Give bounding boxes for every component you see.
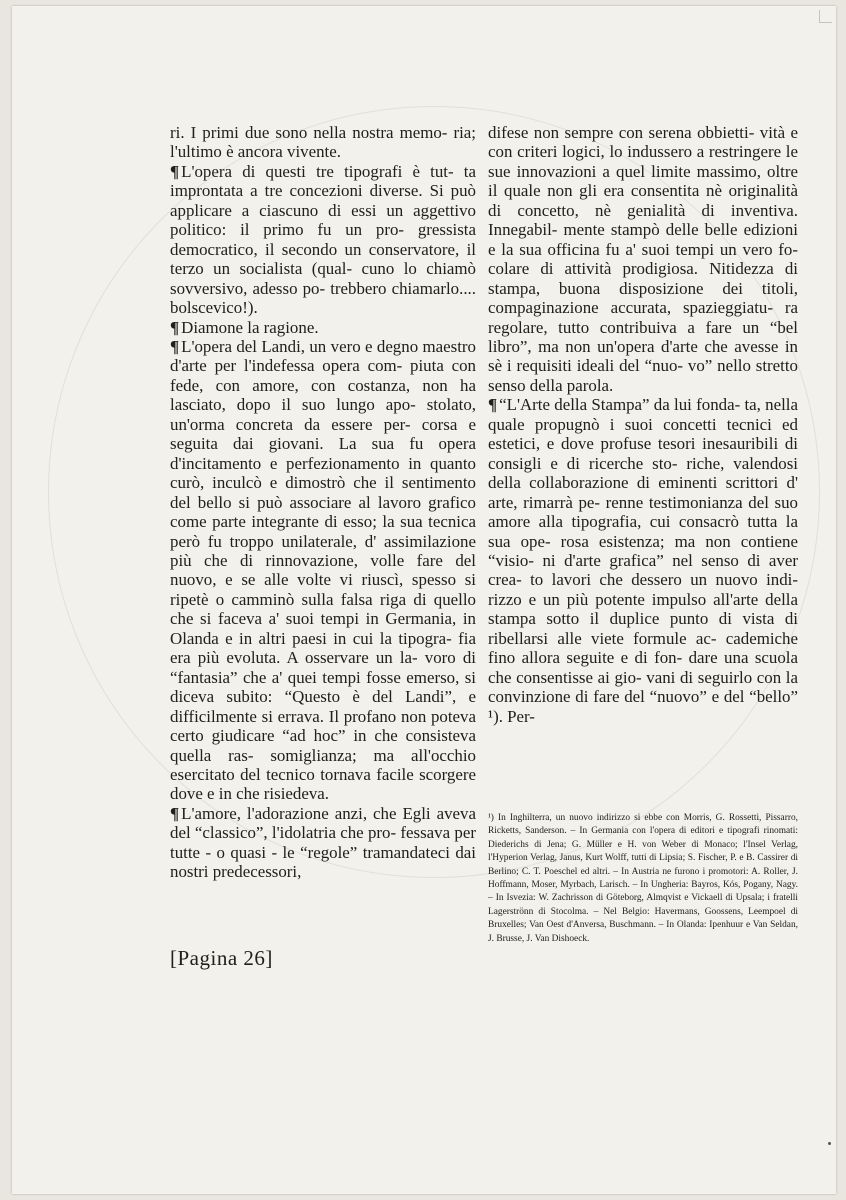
- right-text-column: [488, 123, 798, 726]
- book-page: [12, 6, 836, 1194]
- pilcrow-mark: ¶: [170, 161, 180, 181]
- footnote: ¹) In Inghilterra, un nuovo indirizzo si ebbe con Morris, G. Rossetti, Pissarro, Ricketts, Sanderson. – In Germania con l'opera di editori e tipografi rinomati: Diederichs di Jena; G. Müller e H. von Weber di Monaco; l'Insel Verlag, l'Hyperion Verlag, Janus, Kurt Wolff, tutti di Lipsia; S. Fischer, P. e B. Cassirer di Berlino; C. T. Poeschel ed altri. – In Austria ne furono i promotori: A. Roller, J. Hoffmann, Moser, Myrbach, Larisch. – In Ungheria: Bayros, Kós, Pogany, Nagy. – In Isvezia: W. Zachrisson di Göteborg, Almqvist e Vickaell di Upsala; i fratelli Lagerströnn di Stocolma. – Nel Belgio: Havermans, Goossens, Leempoel di Bruxelles; Van Oest d'Anversa, Buschmann. – In Olanda: Ipenhuur e Van Seldan, J. Brusse, J. Van Dishoeck.: [488, 813, 798, 944]
- paragraph: [170, 337, 476, 804]
- page-corner-mark: [819, 10, 832, 23]
- paragraph-text: L'amore, l'adorazione anzi, che Egli aveva del “classico”, l'idolatria che pro- fessava per tutte - o quasi - le “regole” tramandateci dai nostri predecessori,: [170, 803, 476, 882]
- paragraph: [170, 162, 476, 318]
- paragraph: ri. I primi due sono nella nostra memo- ria; l'ultimo è ancora vivente.: [170, 123, 476, 162]
- paragraph-text: Diamone la ragione.: [181, 317, 319, 337]
- paragraph: [170, 804, 476, 882]
- pilcrow-mark: ¶: [488, 395, 498, 415]
- pilcrow-mark: ¶: [170, 336, 180, 356]
- paragraph: [170, 318, 476, 337]
- page-number: [Pagina 26]: [170, 946, 273, 970]
- paragraph-text: “L'Arte della Stampa” da lui fonda- ta, nella quale propugnò i suoi concetti tecnici ed estetici, e dove profuse tesori inesauribili di consigli e di ricerche sto- riche, valendosi della collaborazione di eminenti scrittori d' arte, rimarrà pe- renne testimonianza del suo amore alla tipografia, cui consacrò tutta la sua ope- rosa esistenza; ma non contiene “visio- ni d'arte grafica” nel senso di aver crea- to lavori che dessero un nuovo indi- rizzo e un più potente impulso all'arte della stampa sotto il duplice punto di vista di ribellarsi alle viete formule ac- cademiche fino allora seguite e di fon- dare una scuola che consentisse ai gio- vani di seguirlo con la convinzione di fare del “nuovo” e del “bello” ¹). Per-: [488, 395, 798, 726]
- paragraph-text: L'opera del Landi, un vero e degno maestro d'arte per l'indefessa opera com- piuta con fede, con amore, con costanza, non ha lasciato, dopo il suo lungo apo- stolato, un'orma concreta da essere per- corsa e seguita dai giovani. La sua fu opera d'incitamento e perfezionamento in quanto curò, inculcò e dimostrò che il sentimento del bello si può associare al lavoro grafico come parte integrante di esso; la sua tecnica però fu troppo unilaterale, d' assimilazione più che di rinnovazione, volle fare del nuovo, e se alle volte vi riuscì, spesso si ripetè o camminò sulla falsa riga di quello che si faceva a' suoi tempi in Germania, in Olanda e in altri paesi in cui la tipogra- fia era più evoluta. A osservare un la- voro di “fantasia” che a' quei tempi fosse emerso, si diceva subito: “Questo è del Landi”, e difficilmente si errava. Il profano non poteva certo giudicare “ad hoc” in che consisteva quella ras- somiglianza; ma all'occhio esercitato del tecnico tornava facile scorgere dove e in che risiedeva.: [170, 336, 476, 804]
- pilcrow-mark: ¶: [170, 803, 180, 823]
- paragraph: [488, 395, 798, 726]
- print-dot-mark: [828, 1142, 831, 1145]
- left-text-column: [170, 123, 476, 882]
- pilcrow-mark: ¶: [170, 317, 180, 337]
- paragraph: difese non sempre con serena obbietti- vità e con criteri logici, lo indussero a restringere le sue innovazioni a quel limite massimo, oltre il quale non gli era consentita nè originalità di concetto, nè genialità di inventiva. Innegabil- mente stampò delle belle edizioni e la sua officina fu a' suoi tempi un vero fo- colare di attività prodigiosa. Nitidezza di stampa, buona disposizione dei titoli, compaginazione accurata, spazieggiatu- ra regolare, tutto contribuiva a fare un “bel libro”, ma non un'opera d'arte che avesse in sè i requisiti ideali del “nuo- vo” nello stretto senso della parola.: [488, 123, 798, 395]
- paragraph-text: L'opera di questi tre tipografi è tut- ta improntata a tre concezioni diverse. Si può applicare a ciascuno di essi un aggettivo politico: il primo fu un pro- gressista democratico, il secondo un conservatore, il terzo un socialista (qual- cuno lo chiamò sovversivo, adesso po- trebbero chiamarlo.... bolscevico!).: [170, 161, 476, 318]
